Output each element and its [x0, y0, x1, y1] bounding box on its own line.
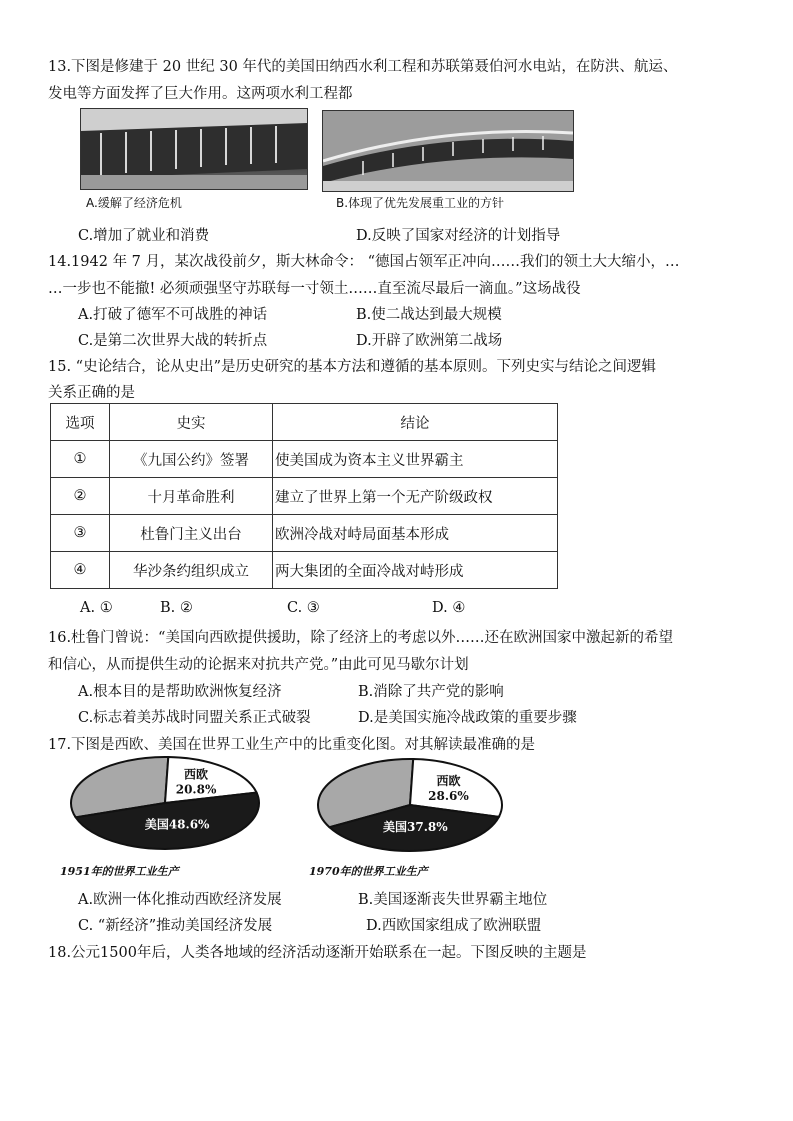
industrial-share-pie-charts [55, 755, 525, 880]
table-header-option: 选项 [51, 404, 110, 441]
table-cell-option: ① [51, 441, 110, 478]
table-cell-conclusion: 两大集团的全面冷战对峙形成 [273, 552, 558, 589]
q15-table [50, 403, 558, 589]
q13-stem-line1: 13.下图是修建于 20 世纪 30 年代的美国田纳西水利工程和苏联第聂伯河水电站，在防洪、航运、 [48, 59, 678, 75]
q13-option-d: D.反映了国家对经济的计划指导 [356, 228, 561, 244]
q15-stem-line1: 15. “史论结合，论从史出”是历史研究的基本方法和遵循的基本原则。下列史实与结论之间逻辑 [48, 359, 656, 375]
q16-option-c: C.标志着美苏战时同盟关系正式破裂 [78, 710, 311, 726]
table-row [51, 552, 558, 589]
table-header-fact: 史实 [110, 404, 273, 441]
q13-stem-line2: 发电等方面发挥了巨大作用。这两项水利工程都 [48, 86, 353, 102]
table-row [51, 478, 558, 515]
table-cell-fact: 杜鲁门主义出台 [110, 515, 273, 552]
q15-option-a: A. ① [80, 600, 113, 616]
q14-stem-line1: 14.1942 年 7 月，某次战役前夕，斯大林命令： “德国占领军正冲向……我们的领土大大缩小，… [48, 254, 680, 270]
pie-label-western-europe: 28.6% [428, 788, 469, 803]
q16-option-a: A.根本目的是帮助欧洲恢复经济 [78, 684, 282, 700]
table-row [51, 441, 558, 478]
table-cell-fact: 《九国公约》签署 [110, 441, 273, 478]
pie-label-western-europe: 西欧 [184, 767, 209, 782]
dam-illustration-b [323, 111, 573, 191]
q16-stem-line2: 和信心，从而提供生动的论据来对抗共产党。”由此可见马歇尔计划 [48, 657, 469, 673]
table-cell-option: ④ [51, 552, 110, 589]
q16-option-d: D.是美国实施冷战政策的重要步骤 [358, 710, 577, 726]
table-row [51, 515, 558, 552]
pie-label-western-europe: 西欧 [436, 773, 461, 788]
table-cell-fact: 华沙条约组织成立 [110, 552, 273, 589]
q18-stem: 18.公元1500年后，人类各地域的经济活动逐渐开始联系在一起。下图反映的主题是 [48, 945, 587, 961]
table-cell-conclusion: 使美国成为资本主义世界霸主 [273, 441, 558, 478]
pie-label-usa: 美国37.8% [383, 819, 448, 834]
q17-option-b: B.美国逐渐丧失世界霸主地位 [358, 892, 548, 908]
q17-stem: 17.下图是西欧、美国在世界工业生产中的比重变化图。对其解读最准确的是 [48, 737, 536, 753]
q16-stem-line1: 16.杜鲁门曾说：“美国向西欧提供援助，除了经济上的考虑以外……还在欧洲国家中激起新的希望 [48, 630, 673, 646]
q13-photo-a-caption: A.缓解了经济危机 [86, 196, 182, 210]
q14-option-c: C.是第二次世界大战的转折点 [78, 333, 268, 349]
q15-option-c: C. ③ [287, 600, 320, 616]
q14-option-d: D.开辟了欧洲第二战场 [356, 333, 503, 349]
pie-chart-caption: 1951年的世界工业生产 [60, 865, 179, 878]
table-cell-fact: 十月革命胜利 [110, 478, 273, 515]
dam-illustration-a [81, 109, 307, 189]
q13-option-c: C.增加了就业和消费 [78, 228, 210, 244]
table-cell-option: ② [51, 478, 110, 515]
q14-stem-line2: …一步也不能撤! 必须顽强坚守苏联每一寸领土……直至流尽最后一滴血。”这场战役 [48, 281, 581, 297]
q16-option-b: B.消除了共产党的影响 [358, 684, 504, 700]
pie-chart-caption: 1970年的世界工业生产 [309, 865, 428, 878]
q17-option-c: C. “新经济”推动美国经济发展 [78, 918, 273, 934]
pie-label-western-europe: 20.8% [175, 782, 217, 797]
q14-option-b: B.使二战达到最大规模 [356, 307, 502, 323]
pie-label-usa: 美国48.6% [144, 817, 210, 832]
q15-stem-line2: 关系正确的是 [48, 385, 135, 401]
table-header-conclusion: 结论 [273, 404, 558, 441]
q14-option-a: A.打破了德军不可战胜的神话 [78, 307, 268, 323]
q17-option-d: D.西欧国家组成了欧洲联盟 [366, 918, 542, 934]
q15-option-d: D. ④ [432, 600, 466, 616]
q15-option-b: B. ② [160, 600, 193, 616]
table-cell-conclusion: 欧洲冷战对峙局面基本形成 [273, 515, 558, 552]
dnieper-dam-photo [322, 110, 574, 192]
table-cell-option: ③ [51, 515, 110, 552]
q13-photo-b-caption: B.体现了优先发展重工业的方针 [336, 196, 505, 210]
table-cell-conclusion: 建立了世界上第一个无产阶级政权 [273, 478, 558, 515]
table-header-row [51, 404, 558, 441]
tennessee-dam-photo [80, 108, 308, 190]
q17-option-a: A.欧洲一体化推动西欧经济发展 [78, 892, 282, 908]
